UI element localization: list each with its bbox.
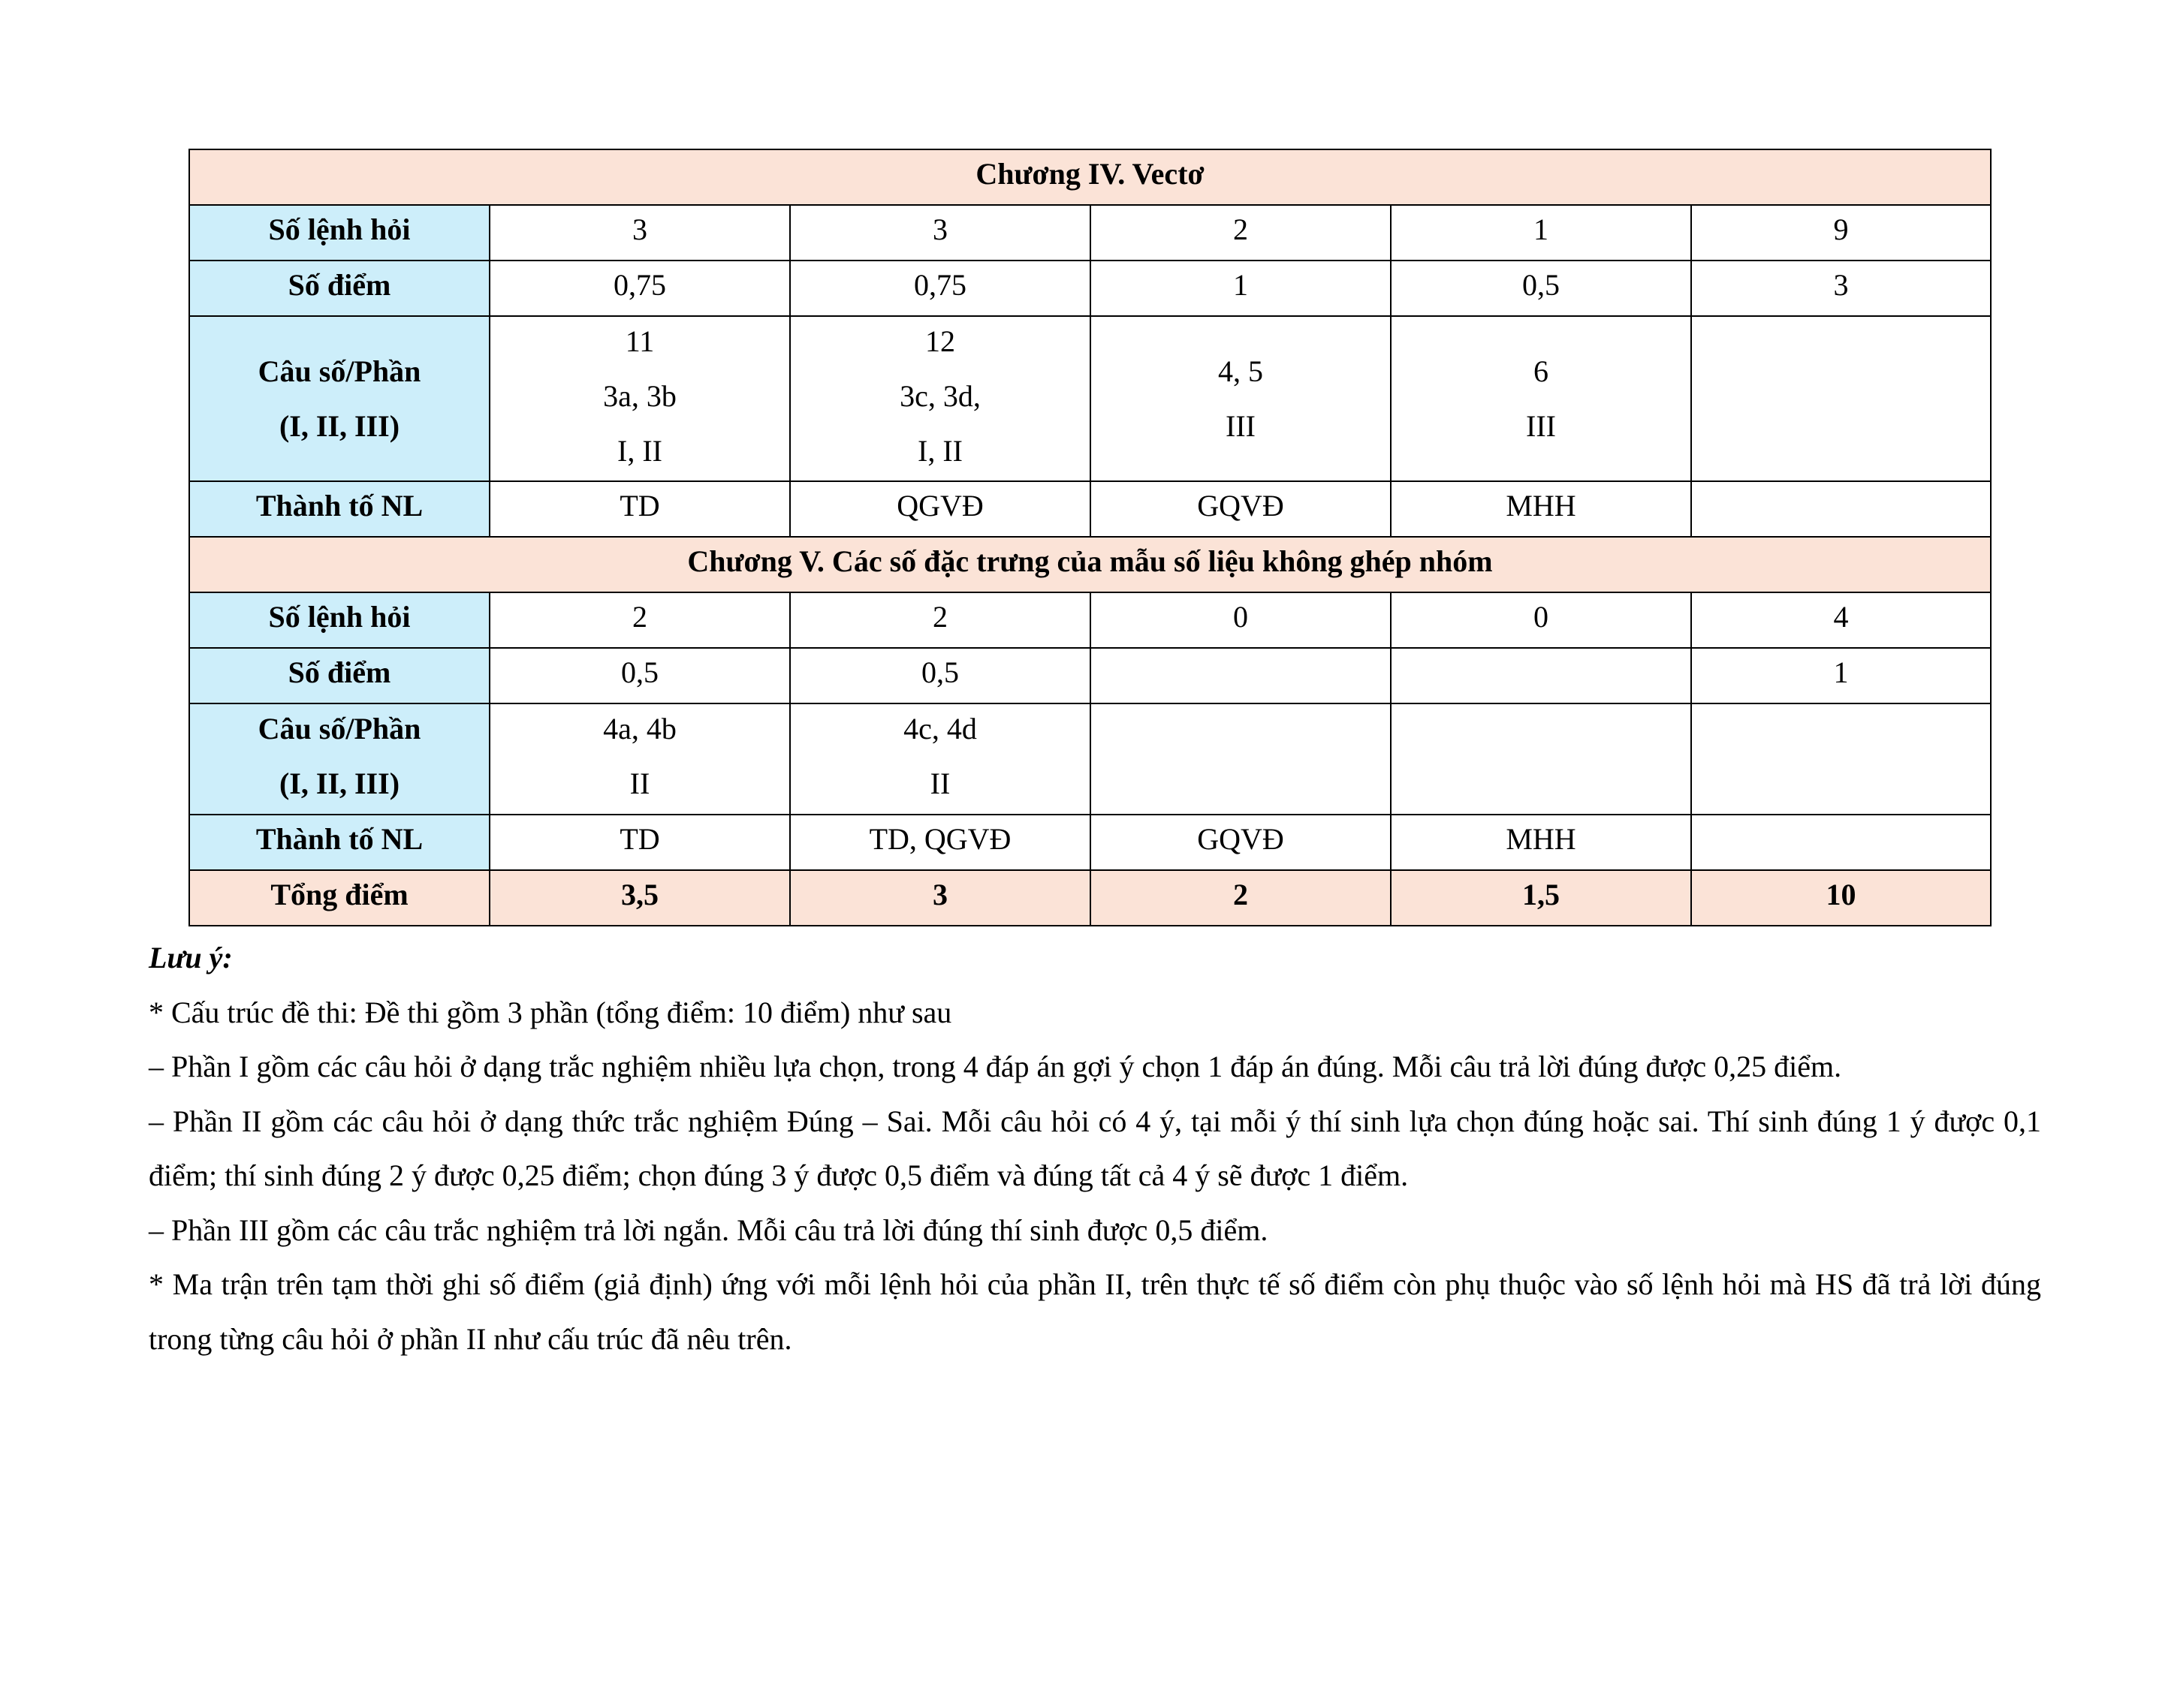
table-cell: 0	[1090, 592, 1391, 648]
table-cell	[1391, 703, 1691, 815]
table-cell: 2	[1090, 870, 1391, 926]
table-cell: 1	[1691, 648, 1991, 703]
table-cell: 1	[1391, 205, 1691, 261]
table-cell: 0,5	[490, 648, 790, 703]
table-cell: GQVĐ	[1090, 815, 1391, 870]
row-label: Số lệnh hỏi	[189, 592, 490, 648]
cell-line: III	[1226, 409, 1256, 443]
cell-line: 4c, 4d	[903, 712, 977, 746]
table-row	[189, 481, 1991, 537]
table-row	[189, 205, 1991, 261]
cell-line: III	[1526, 409, 1556, 443]
notes-section	[149, 931, 2041, 1366]
cell-line: 6	[1533, 354, 1548, 388]
cell-line: 12	[925, 324, 955, 358]
table-cell	[1391, 316, 1691, 481]
table-row	[189, 815, 1991, 870]
table-cell: 3	[790, 205, 1090, 261]
notes-title: Lưu ý:	[149, 941, 233, 974]
table-cell: 1,5	[1391, 870, 1691, 926]
table-cell: 3,5	[490, 870, 790, 926]
table-cell: MHH	[1391, 815, 1691, 870]
table-cell	[790, 316, 1090, 481]
table-cell	[1090, 316, 1391, 481]
table-cell: 4	[1691, 592, 1991, 648]
cell-line: 3a, 3b	[603, 379, 677, 413]
table-row	[189, 261, 1991, 316]
table-cell: 3	[490, 205, 790, 261]
table-cell: TD	[490, 815, 790, 870]
cell-line: I, II	[918, 434, 963, 468]
row-label-line: Câu số/Phần	[258, 354, 421, 388]
row-label: Tổng điểm	[189, 870, 490, 926]
table-row	[189, 592, 1991, 648]
table-cell	[1691, 481, 1991, 537]
chapter-title: Chương V. Các số đặc trưng của mẫu số liệu không ghép nhóm	[189, 537, 1991, 592]
row-label: Số lệnh hỏi	[189, 205, 490, 261]
table-cell: 2	[1090, 205, 1391, 261]
cell-line: II	[629, 767, 650, 800]
row-label	[189, 703, 490, 815]
table-cell: 0,5	[1391, 261, 1691, 316]
cell-line: II	[930, 767, 951, 800]
exam-matrix-table	[188, 149, 1992, 926]
cell-line: 3c, 3d,	[900, 379, 981, 413]
table-cell: 1	[1090, 261, 1391, 316]
table-cell: 0,5	[790, 648, 1090, 703]
notes-line: – Phần III gồm các câu trắc nghiệm trả lời ngắn. Mỗi câu trả lời đúng thí sinh được 0,5 điểm.	[149, 1212, 1268, 1247]
table-cell: 9	[1691, 205, 1991, 261]
total-row	[189, 870, 1991, 926]
cell-line: 4, 5	[1218, 354, 1263, 388]
table-cell: TD, QGVĐ	[790, 815, 1090, 870]
table-cell	[1391, 648, 1691, 703]
table-row	[189, 316, 1991, 481]
table-cell: 3	[790, 870, 1090, 926]
cell-line: 11	[625, 324, 655, 358]
chapter-header-row	[189, 537, 1991, 592]
row-label: Thành tố NL	[189, 481, 490, 537]
row-label-line: (I, II, III)	[279, 767, 400, 800]
table-cell: MHH	[1391, 481, 1691, 537]
table-cell: 2	[790, 592, 1090, 648]
table-cell	[1691, 703, 1991, 815]
table-row	[189, 703, 1991, 815]
table-cell	[1090, 703, 1391, 815]
table-cell: 0,75	[490, 261, 790, 316]
row-label: Số điểm	[189, 648, 490, 703]
table-cell: QGVĐ	[790, 481, 1090, 537]
table-cell: 10	[1691, 870, 1991, 926]
chapter-header-row	[189, 149, 1991, 205]
notes-line: * Cấu trúc đề thi: Đề thi gồm 3 phần (tổng điểm: 10 điểm) như sau	[149, 995, 952, 1029]
row-label: Số điểm	[189, 261, 490, 316]
row-label-line: (I, II, III)	[279, 409, 400, 443]
table-cell	[1691, 316, 1991, 481]
table-cell: 0	[1391, 592, 1691, 648]
table-cell: 2	[490, 592, 790, 648]
table-cell	[790, 703, 1090, 815]
cell-line: 4a, 4b	[603, 712, 677, 746]
table-cell: TD	[490, 481, 790, 537]
table-cell	[1090, 648, 1391, 703]
table-cell: GQVĐ	[1090, 481, 1391, 537]
row-label: Thành tố NL	[189, 815, 490, 870]
table-cell: 3	[1691, 261, 1991, 316]
notes-line: * Ma trận trên tạm thời ghi số điểm (giả định) ứng với mỗi lệnh hỏi của phần II, trên thực tế số điểm còn phụ thuộc vào số lệnh hỏi mà HS đã trả lời đúng trong từng câu hỏi ở phần II như cấu trúc đã nêu trên.	[149, 1267, 2041, 1356]
chapter-title: Chương IV. Vectơ	[189, 149, 1991, 205]
table-cell	[1691, 815, 1991, 870]
notes-line: – Phần I gồm các câu hỏi ở dạng trắc nghiệm nhiều lựa chọn, trong 4 đáp án gợi ý chọn 1 đáp án đúng. Mỗi câu trả lời đúng được 0,25 điểm.	[149, 1050, 1842, 1083]
row-label	[189, 316, 490, 481]
table-row	[189, 648, 1991, 703]
table-cell: 0,75	[790, 261, 1090, 316]
table-cell	[490, 316, 790, 481]
cell-line: I, II	[617, 434, 662, 468]
table-cell	[490, 703, 790, 815]
notes-line: – Phần II gồm các câu hỏi ở dạng thức trắc nghiệm Đúng – Sai. Mỗi câu hỏi có 4 ý, tại mỗi ý thí sinh lựa chọn đúng hoặc sai. Thí sinh đúng 1 ý được 0,1 điểm; thí sinh đúng 2 ý được 0,25 điểm; chọn đúng 3 ý được 0,5 điểm và đúng tất cả 4 ý sẽ được 1 điểm.	[149, 1104, 2041, 1192]
row-label-line: Câu số/Phần	[258, 712, 421, 746]
